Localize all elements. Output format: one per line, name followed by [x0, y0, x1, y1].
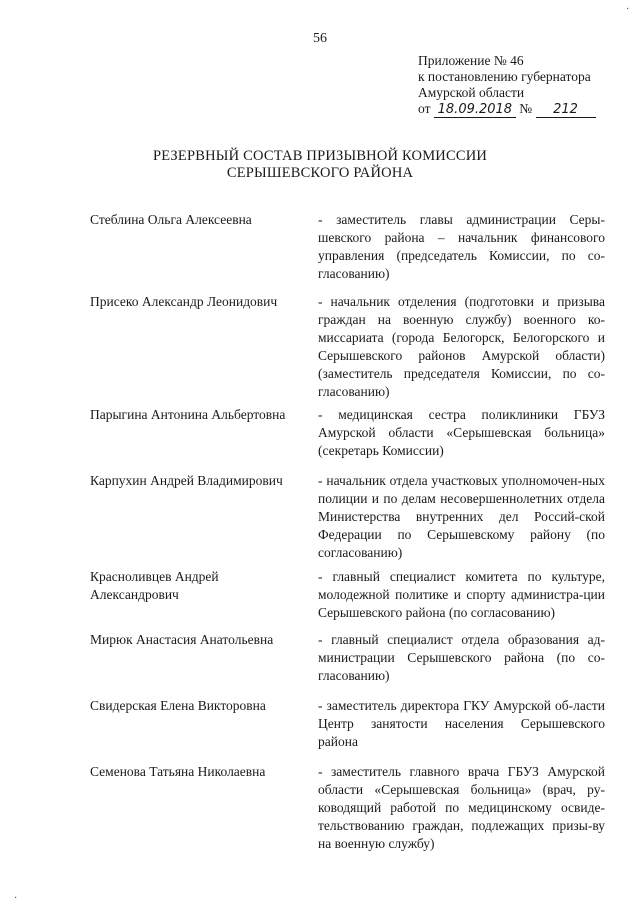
member-name: Карпухин Андрей Владимирович [90, 473, 283, 488]
member-name: Красноливцев Андрей Александрович [90, 569, 219, 602]
member-name: Присеко Александр Леонидович [90, 294, 278, 309]
member-role: - медицинская сестра поликлиники ГБУЗ Амурской области «Серышевская больница» (секретарь Комиссии) [318, 407, 605, 458]
appendix-block [418, 53, 628, 118]
member-role: - заместитель главного врача ГБУЗ Амурской области «Серышевская больница» (врач, ру-ководящий работой по медицинскому освиде-тельствованию граждан, подлежащих призы-ву на военную службу) [318, 764, 605, 851]
member-role: - главный специалист отдела образования ад-министрации Серышевского района (по со-гласованию) [318, 632, 605, 683]
page-number: 56 [313, 31, 327, 46]
member-role: - заместитель директора ГКУ Амурской об-ласти Центр занятости населения Серышевского района [318, 698, 605, 749]
title-line-2: СЕРЫШЕВСКОГО РАЙОНА [226, 165, 414, 181]
member-name: Мирюк Анастасия Анатольевна [90, 632, 274, 647]
member-role: - начальник отделения (подготовки и призыва граждан на военную службу) военного ко-миссариата (города Белогорск, Белогорского и Серышевского районов Амурской области) (заместитель председателя Комиссии, по со-гласованию) [318, 294, 605, 399]
number-label: № [519, 101, 533, 116]
scan-mark: · [14, 893, 18, 904]
appendix-region: Амурской области [418, 85, 525, 100]
scan-mark: · [626, 4, 630, 15]
handwritten-number: 212 [536, 103, 596, 118]
from-label: от [418, 101, 431, 116]
member-role: - главный специалист комитета по культуре, молодежной политике и спорту администра-ции Серышевского района (по согласованию) [318, 569, 605, 620]
member-name: Стеблина Ольга Алексеевна [90, 212, 252, 227]
member-name: Свидерская Елена Викторовна [90, 698, 266, 713]
member-name: Семенова Татьяна Николаевна [90, 764, 266, 779]
handwritten-date: 18.09.2018 [434, 103, 516, 118]
member-role: - начальник отдела участковых уполномочен-ных полиции и по делам несовершеннолетних отдела Министерства внутренних дел Россий-ской Федерации по Серышевскому району (по согласованию) [318, 473, 605, 560]
appendix-decree: к постановлению губернатора [418, 69, 591, 84]
document-title [0, 148, 640, 182]
member-name: Парыгина Антонина Альбертовна [90, 407, 286, 422]
member-role: - заместитель главы администрации Серы-шевского района – начальник финансового управления (председатель Комиссии, по со-гласованию) [318, 212, 605, 281]
appendix-date-line [418, 101, 628, 118]
appendix-title: Приложение № 46 [418, 53, 524, 68]
title-line-1: РЕЗЕРВНЫЙ СОСТАВ ПРИЗЫВНОЙ КОМИССИИ [152, 148, 488, 164]
